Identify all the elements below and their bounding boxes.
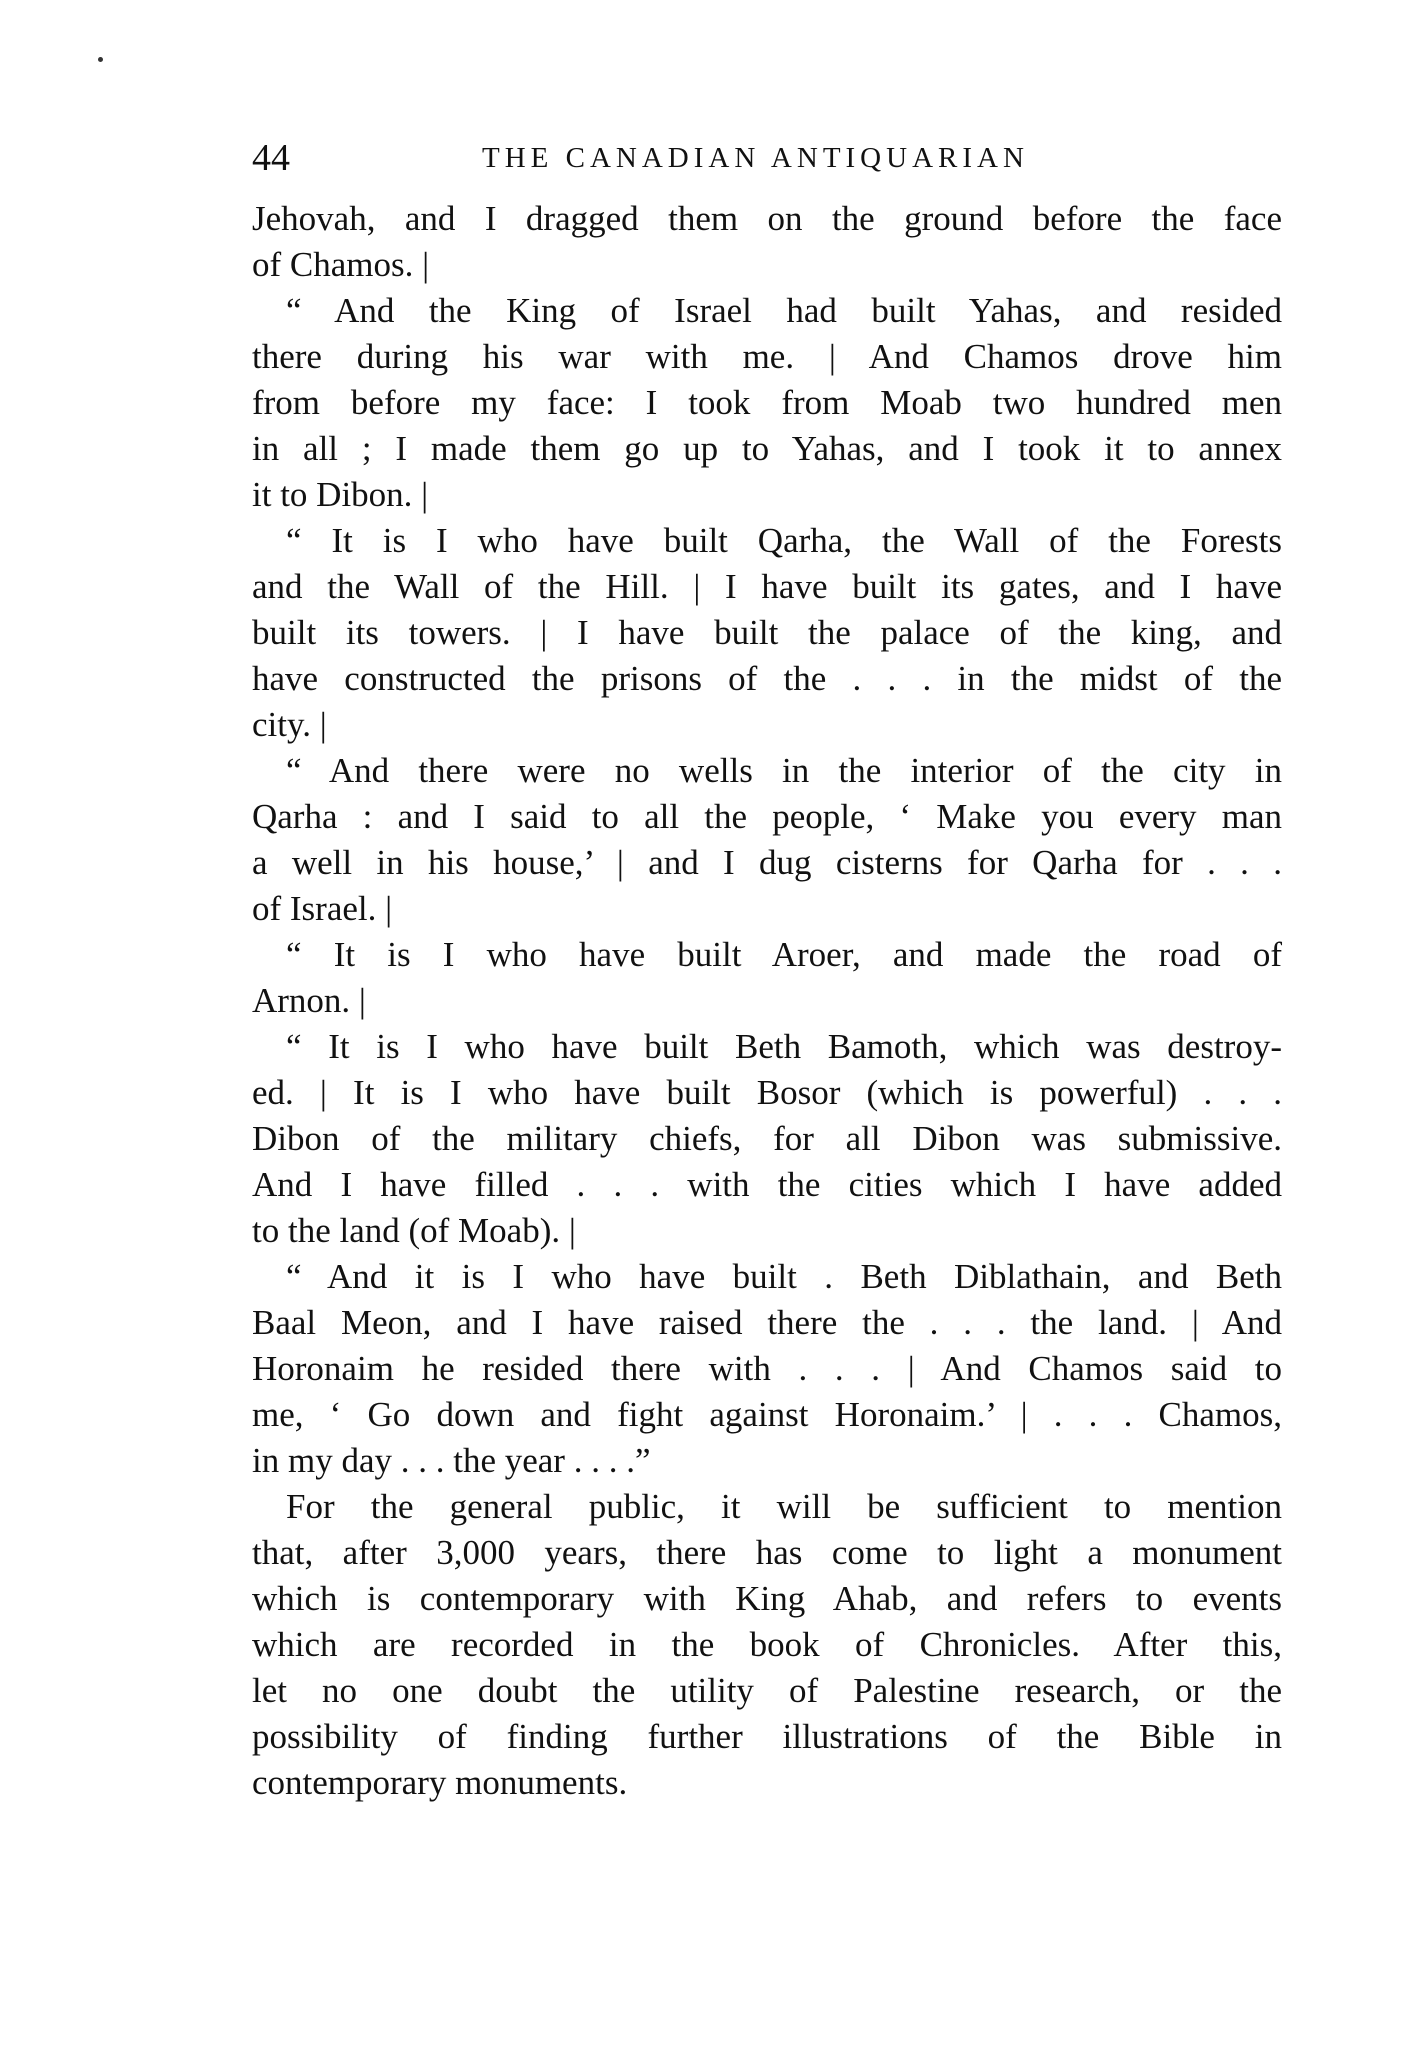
text-line: there during his war with me. | And Chamos drove him	[252, 337, 1282, 376]
text-line: it to Dibon. |	[252, 475, 429, 514]
text-line: have constructed the prisons of the . . . in the midst of the	[252, 659, 1282, 698]
text-line: “ And the King of Israel had built Yahas, and resided	[286, 291, 1282, 330]
running-head: THE CANADIAN ANTIQUARIAN	[482, 142, 1029, 174]
text-line: built its towers. | I have built the palace of the king, and	[252, 613, 1282, 652]
text-line: “ And there were no wells in the interior of the city in	[286, 751, 1282, 790]
text-line: Horonaim he resided there with . . . | And Chamos said to	[252, 1349, 1282, 1388]
text-line: let no one doubt the utility of Palestine research, or the	[252, 1671, 1282, 1710]
text-line: in my day . . . the year . . . .”	[252, 1441, 651, 1480]
text-line: from before my face: I took from Moab two hundred men	[252, 383, 1282, 422]
text-line: And I have filled . . . with the cities which I have added	[252, 1165, 1282, 1204]
text-line: Arnon. |	[252, 981, 366, 1020]
text-line: a well in his house,’ | and I dug cisterns for Qarha for . . .	[252, 843, 1282, 882]
text-line: and the Wall of the Hill. | I have built its gates, and I have	[252, 567, 1282, 606]
page-number: 44	[252, 137, 290, 179]
text-line: contemporary monuments.	[252, 1763, 628, 1802]
text-line: Dibon of the military chiefs, for all Dibon was submissive.	[252, 1119, 1282, 1158]
text-line: possibility of finding further illustrations of the Bible in	[252, 1717, 1282, 1756]
text-line: to the land (of Moab). |	[252, 1211, 576, 1250]
text-line: “ It is I who have built Beth Bamoth, which was destroy-	[286, 1027, 1282, 1066]
body-text	[252, 196, 1282, 1806]
text-line: in all ; I made them go up to Yahas, and I took it to annex	[252, 429, 1282, 468]
text-line: “ And it is I who have built . Beth Diblathain, and Beth	[286, 1257, 1282, 1296]
text-line: Jehovah, and I dragged them on the ground before the face	[252, 199, 1282, 238]
text-line: of Chamos. |	[252, 245, 430, 284]
scan-speck	[98, 57, 103, 62]
text-line: For the general public, it will be sufficient to mention	[286, 1487, 1282, 1526]
text-line: that, after 3,000 years, there has come to light a monument	[252, 1533, 1282, 1572]
text-line: Baal Meon, and I have raised there the . . . the land. | And	[252, 1303, 1282, 1342]
text-line: Qarha : and I said to all the people, ‘ Make you every man	[252, 797, 1282, 836]
text-line: me, ‘ Go down and fight against Horonaim.’ | . . . Chamos,	[252, 1395, 1282, 1434]
text-line: “ It is I who have built Qarha, the Wall of the Forests	[286, 521, 1282, 560]
text-line: ed. | It is I who have built Bosor (which is powerful) . . .	[252, 1073, 1282, 1112]
text-line: of Israel. |	[252, 889, 393, 928]
page-header	[252, 134, 1282, 182]
text-line: “ It is I who have built Aroer, and made the road of	[286, 935, 1282, 974]
text-line: which are recorded in the book of Chronicles. After this,	[252, 1625, 1282, 1664]
text-line: which is contemporary with King Ahab, and refers to events	[252, 1579, 1282, 1618]
text-line: city. |	[252, 705, 327, 744]
